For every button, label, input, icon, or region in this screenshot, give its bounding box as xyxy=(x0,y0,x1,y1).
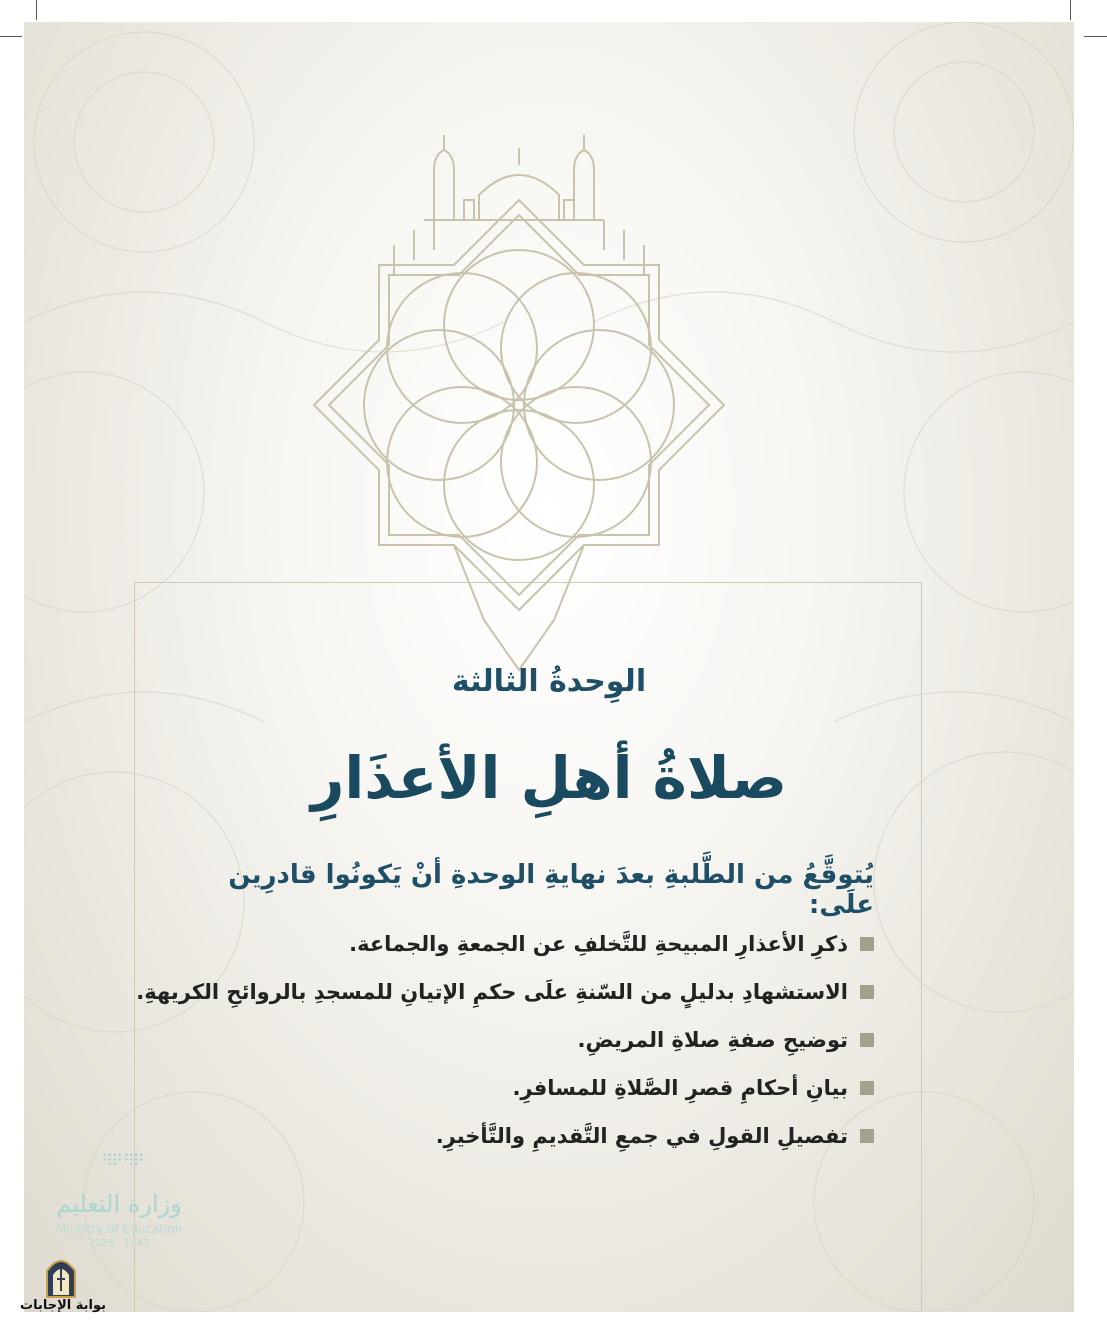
unit-title: صلاةُ أهلِ الأعذَارِ xyxy=(310,744,788,812)
objective-text: تفصيلِ القولِ في جمعِ التَّقديمِ والتَّأخيرِ. xyxy=(435,1124,848,1148)
square-bullet-icon xyxy=(860,985,874,999)
objective-item xyxy=(114,1016,874,1064)
unit-label: الوِحدةُ الثالثة xyxy=(451,664,647,699)
crop-mark xyxy=(1084,36,1107,37)
objective-item xyxy=(114,968,874,1016)
objective-item xyxy=(114,1112,874,1160)
answers-portal-label[interactable]: بوابة الإجابات xyxy=(20,1298,106,1313)
crop-mark xyxy=(1070,0,1071,20)
answers-portal-icon[interactable] xyxy=(44,1255,78,1299)
objective-text: الاستشهادِ بدليلٍ من السّنةِ علَى حكمِ الإتيانِ للمسجدِ بالروائحِ الكريهةِ. xyxy=(136,980,848,1004)
square-bullet-icon xyxy=(860,937,874,951)
objectives-list xyxy=(114,920,874,1160)
book-page xyxy=(24,22,1074,1312)
ministry-name-ar: وزارة التعليم xyxy=(56,1190,182,1218)
objective-text: توضيحِ صفةِ صلاةِ المريضِ. xyxy=(577,1028,848,1052)
ministry-year: 2025 - 1447 xyxy=(88,1238,150,1249)
square-bullet-icon xyxy=(860,1081,874,1095)
ministry-logo-dots-icon xyxy=(38,1152,208,1192)
ministry-name-en: Ministry of Education xyxy=(55,1222,183,1236)
crop-mark xyxy=(36,0,37,20)
objective-text: بيانِ أحكامِ قصرِ الصَّلاةِ للمسافرِ. xyxy=(512,1076,848,1100)
objective-text: ذكرِ الأعذارِ المبيحةِ للتَّخلفِ عن الجمعةِ والجماعة. xyxy=(349,932,848,956)
objectives-intro: يُتوقَّعُ من الطَّلبةِ بعدَ نهايةِ الوحدةِ أنْ يَكونُوا قادرِين علَى: xyxy=(228,860,874,920)
square-bullet-icon xyxy=(860,1129,874,1143)
square-bullet-icon xyxy=(860,1033,874,1047)
objective-item xyxy=(114,1064,874,1112)
objective-item xyxy=(114,920,874,968)
crop-mark xyxy=(0,36,22,37)
